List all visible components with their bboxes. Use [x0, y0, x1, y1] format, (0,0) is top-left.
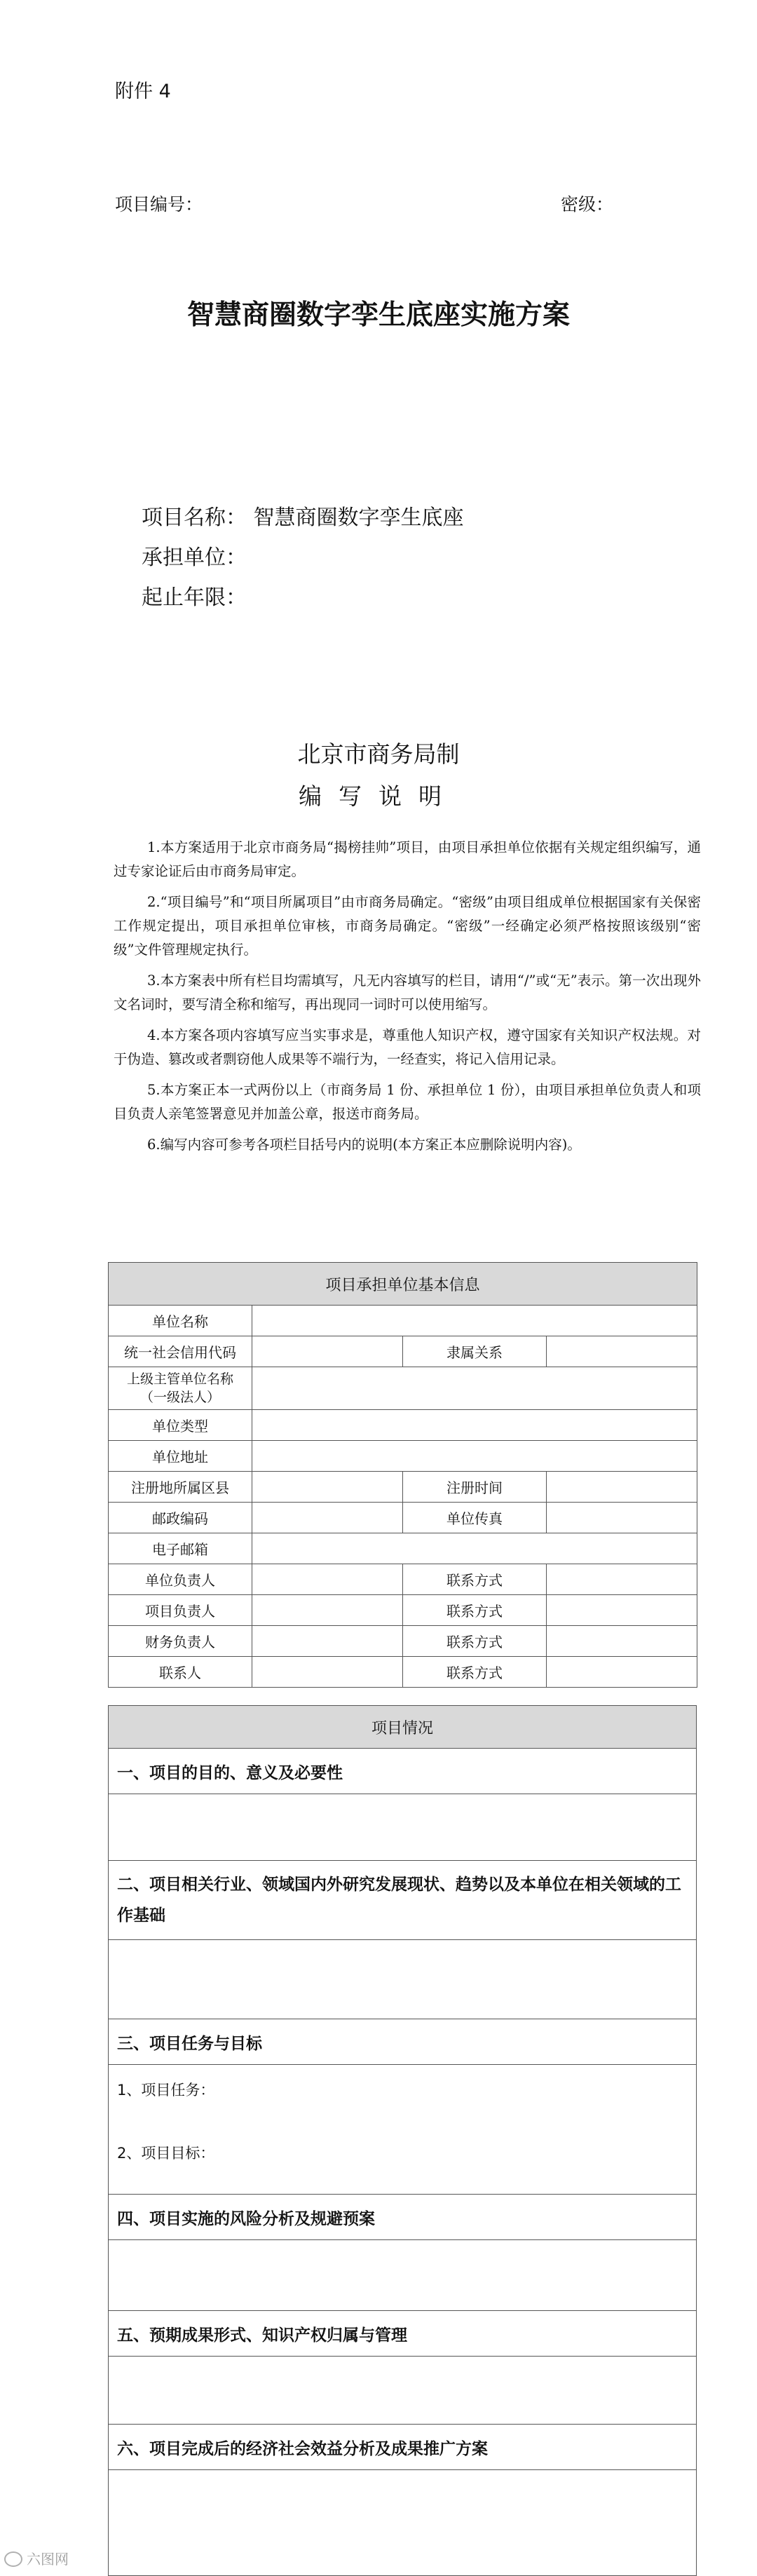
attachment-label: 附件 4 — [115, 81, 171, 102]
table-label — [109, 1367, 252, 1410]
table-label: 联系方式 — [403, 1626, 547, 1657]
section-heading: 二、项目相关行业、领域国内外研究发展现状、趋势以及本单位在相关领域的工作基础 — [109, 1861, 697, 1940]
writing-notes — [114, 836, 701, 1164]
table-label: 单位类型 — [109, 1410, 252, 1441]
table-label: 项目负责人 — [109, 1595, 252, 1626]
table-label: 注册地所属区县 — [109, 1472, 252, 1503]
issuer-line: 北京市商务局制 — [297, 740, 460, 768]
watermark-logo-icon — [4, 2551, 22, 2567]
table-label: 注册时间 — [403, 1472, 547, 1503]
section-heading: 五、预期成果形式、知识产权归属与管理 — [109, 2311, 697, 2357]
section-body[interactable] — [109, 2357, 697, 2425]
table-label: 单位负责人 — [109, 1564, 252, 1595]
section-heading: 三、项目任务与目标 — [109, 2019, 697, 2065]
note-item: 5.本方案正本一式两份以上（市商务局 1 份、承担单位 1 份），由项目承担单位负责人和项目负责人亲笔签署意见并加盖公章，报送市商务局。 — [114, 1082, 701, 1122]
goal-label: 2、项目目标： — [117, 2145, 215, 2162]
note-item: 4.本方案各项内容填写应当实事求是，尊重他人知识产权，遵守国家有关知识产权法规。对于伪造、篡改或者剽窃他人成果等不端行为，一经查实，将记入信用记录。 — [114, 1027, 701, 1067]
section-body[interactable] — [109, 2065, 697, 2195]
section-body[interactable] — [109, 2240, 697, 2311]
input-cell[interactable] — [252, 1306, 697, 1336]
undertaker-field: 承担单位： — [142, 545, 247, 570]
input-cell[interactable] — [252, 1595, 403, 1626]
section-heading: 一、项目的目的、意义及必要性 — [109, 1749, 697, 1794]
input-cell[interactable] — [252, 1533, 697, 1564]
input-cell[interactable] — [547, 1626, 697, 1657]
input-cell[interactable] — [547, 1503, 697, 1533]
period-field: 起止年限： — [142, 585, 247, 610]
project-number-label: 项目编号： — [115, 194, 203, 215]
section-body[interactable] — [109, 2470, 697, 2576]
section-body[interactable] — [109, 1794, 697, 1861]
secret-level-label: 密级： — [561, 194, 614, 215]
project-name-field: 项目名称： 智慧商圈数字孪生底座 — [142, 506, 464, 530]
input-cell[interactable] — [252, 1410, 697, 1441]
table-label: 联系方式 — [403, 1564, 547, 1595]
input-cell[interactable] — [252, 1564, 403, 1595]
input-cell[interactable] — [547, 1336, 697, 1367]
note-item: 2.“项目编号”和“项目所属项目”由市商务局确定。“密级”由项目组成单位根据国家有关保密工作规定提出，项目承担单位审核，市商务局确定。“密级”一经确定必须严格按照该级别“密级”文件管理规定执行。 — [114, 894, 701, 958]
table-label: 电子邮箱 — [109, 1533, 252, 1564]
table-label: 单位地址 — [109, 1441, 252, 1472]
note-item: 6.编写内容可参考各项栏目括号内的说明(本方案正本应删除说明内容)。 — [147, 1137, 581, 1153]
guide-title: 编写说明 — [299, 782, 458, 810]
table-label: 邮政编码 — [109, 1503, 252, 1533]
document-title: 智慧商圈数字孪生底座实施方案 — [186, 299, 570, 331]
table-header: 项目情况 — [109, 1706, 697, 1749]
input-cell[interactable] — [547, 1472, 697, 1503]
table-header: 项目承担单位基本信息 — [109, 1263, 697, 1306]
note-item: 1.本方案适用于北京市商务局“揭榜挂帅”项目，由项目承担单位依据有关规定组织编写，通过专家论证后由市商务局审定。 — [114, 839, 701, 879]
table-label: 隶属关系 — [403, 1336, 547, 1367]
unit-info-table — [108, 1262, 697, 1688]
table-label: 单位名称 — [109, 1306, 252, 1336]
input-cell[interactable] — [547, 1595, 697, 1626]
table-label: 单位传真 — [403, 1503, 547, 1533]
input-cell[interactable] — [252, 1441, 697, 1472]
input-cell[interactable] — [252, 1367, 697, 1410]
watermark — [4, 2548, 69, 2568]
table-label: 联系方式 — [403, 1595, 547, 1626]
table-label: 联系人 — [109, 1657, 252, 1688]
table-label: 联系方式 — [403, 1657, 547, 1688]
watermark-text: 六图网 — [27, 2551, 69, 2568]
input-cell[interactable] — [252, 1503, 403, 1533]
input-cell[interactable] — [547, 1564, 697, 1595]
input-cell[interactable] — [252, 1626, 403, 1657]
table-label: 统一社会信用代码 — [109, 1336, 252, 1367]
input-cell[interactable] — [252, 1657, 403, 1688]
input-cell[interactable] — [252, 1472, 403, 1503]
superior-unit-label: 上级主管单位名称 — [126, 1371, 233, 1387]
superior-unit-note: （一级法人） — [139, 1390, 220, 1405]
section-body[interactable] — [109, 1940, 697, 2019]
table-label: 财务负责人 — [109, 1626, 252, 1657]
note-item: 3.本方案表中所有栏目均需填写，凡无内容填写的栏目，请用“/”或“无”表示。第一次出现外文名词时，要写清全称和缩写，再出现同一词时可以使用缩写。 — [114, 972, 701, 1012]
input-cell[interactable] — [547, 1657, 697, 1688]
section-heading: 四、项目实施的风险分析及规避预案 — [109, 2195, 697, 2240]
section-heading: 六、项目完成后的经济社会效益分析及成果推广方案 — [109, 2425, 697, 2470]
project-info-table — [108, 1705, 697, 2576]
input-cell[interactable] — [252, 1336, 403, 1367]
task-label: 1、项目任务： — [117, 2082, 215, 2099]
